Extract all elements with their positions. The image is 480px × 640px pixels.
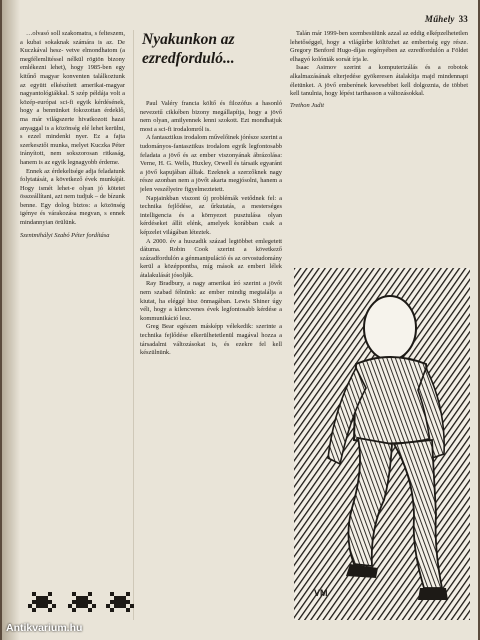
- translator-signature: Szentmihályi Szabó Péter fordítása: [20, 231, 110, 239]
- column-left: [20, 30, 125, 578]
- invader-icon: [68, 592, 96, 612]
- section-title: Műhely: [424, 14, 455, 24]
- paragraph: Ray Bradbury, a nagy amerikai író szerint a jövőt nem szabad félnünk: az ember mindig megtalálja a kiutat, ha eléggé hisz önmagában. Lewis Shiner úgy véli, hogy a kilencvenes évek legfontosabb kérdése a kommunikáció lesz.: [140, 280, 282, 322]
- article-headline: Nyakunkon az ezredforduló...: [142, 31, 235, 67]
- column-middle: [140, 100, 282, 610]
- invader-icon: [106, 592, 134, 612]
- artist-signature: VM: [314, 588, 328, 598]
- astronaut-illustration: [294, 268, 470, 620]
- space-invaders-ornament: [28, 588, 136, 614]
- paragraph: Greg Bear egészen másképp vélekedik: szerinte a technika fejlődése elkerülhetetlenül magával hozza a társadalmi változásokat is, és ezekre fel kell készülnünk.: [140, 323, 282, 357]
- spine-shadow: [2, 0, 20, 640]
- page-number: 33: [458, 14, 468, 24]
- paragraph: Talán már 1999-ben szembesülünk azzal az eddig elképzelhetetlen lehetőséggel, hogy a világűrbe költözhet az emberiség egy része. Gregory Benford Hugo-díjas regényében az ezredfordulón a Földet elhagyó kolóniák sorsát írja le.: [290, 30, 468, 63]
- paragraph: Napjainkban viszont új problémák vetődnek fel: a technika fejlődése, az űrkutatás, a mesterséges intelligencia és a környezet pusztulása olyan kérdéseket állít elénk, amelyek korábban csak a képzelet világában léteztek.: [140, 194, 282, 236]
- author-signature: Trethon Judit: [290, 101, 325, 109]
- invader-icon: [28, 592, 56, 612]
- paragraph: A 2000. év a huszadik század legtöbbet emlegetett dátuma. Robin Cook szerint a következő századfordulón a génmanipuláció és az orvostudomány kerül a középpontba, míg mások az emberi lélek átalakulását jósolják.: [140, 237, 282, 279]
- paragraph: Ennek az érdekeltsége adja feladatunk folytatását, a következő évek munkáját. Hogy ismét lehet-e olyan jó kötetet összeállítani, azt nem tudjuk – de bízunk benne. Egy dolog biztos: a közönség igénye és várakozása megvan, s ennek mindannyian örülünk.: [20, 167, 125, 227]
- page-header: [425, 14, 468, 24]
- paragraph: A fantasztikus irodalom művelőinek jórésze szerint a tudományos-fantasztikus irodalom egyik legfontosabb feladata a jövő és az ember viszonyának ábrázolása: Verne, H. G. Wells, Huxley, Orwell és társaik egyaránt a jövő kapujában álltak. Ezeknek a szerzőknek nagy része azonban nem a jövőt akarta megjósolni, hanem a jelen veszélyeire figyelmeztetett.: [140, 134, 282, 193]
- paragraph: Isaac Asimov szerint a komputerizálás és a robotok alkalmazásának elterjedése gyökeresen átalakítja majd mindennapi életünket. A jövő emberének kevesebbet kell dolgoznia, de többet kell tanulnia, hogy lépést tarthasson a változásokkal.: [290, 64, 468, 98]
- column-divider: [133, 30, 134, 620]
- watermark: Antikvarium.hu: [6, 622, 83, 634]
- magazine-page: [2, 0, 478, 640]
- paragraph: …olvasó soll szakomatra, s felteszem, a kubai sokaknak számára is az. De Kuczkával hesz- vetve elmondhatom (a megfélemlitéssel nélkül rögtön bizony emlékezni lehet), hogy 1985-ben egy kitűnő magyar konventen találkoztunk az együtt elkészített amerikai-magyar nagyantológiákkal. S szép példája volt a közép-európai sci-fi egyik kérdésének, hogy a bennünket fokozottan érdeklő, ma már világszerte hivatkozott hazai anyaggal is a közönség elé lehet kerülni, s ezzel mindenki nyer. Ez a fajta szerkesztői munka, melyet Kuczka Péter irányított, nem sokszorosan ritkaság, hanem is az egyik legnagyobb érdeme.: [20, 30, 125, 166]
- paragraph: Paul Valéry francia költő és filozófus a hasonló nevezetű cikkében bizony megállapítja, hogy a jövő nem olyan, amilyennek lenni szokott. Ezt mondhatjuk most a sci-fi irodalomról is.: [140, 100, 282, 133]
- column-right: [290, 30, 468, 258]
